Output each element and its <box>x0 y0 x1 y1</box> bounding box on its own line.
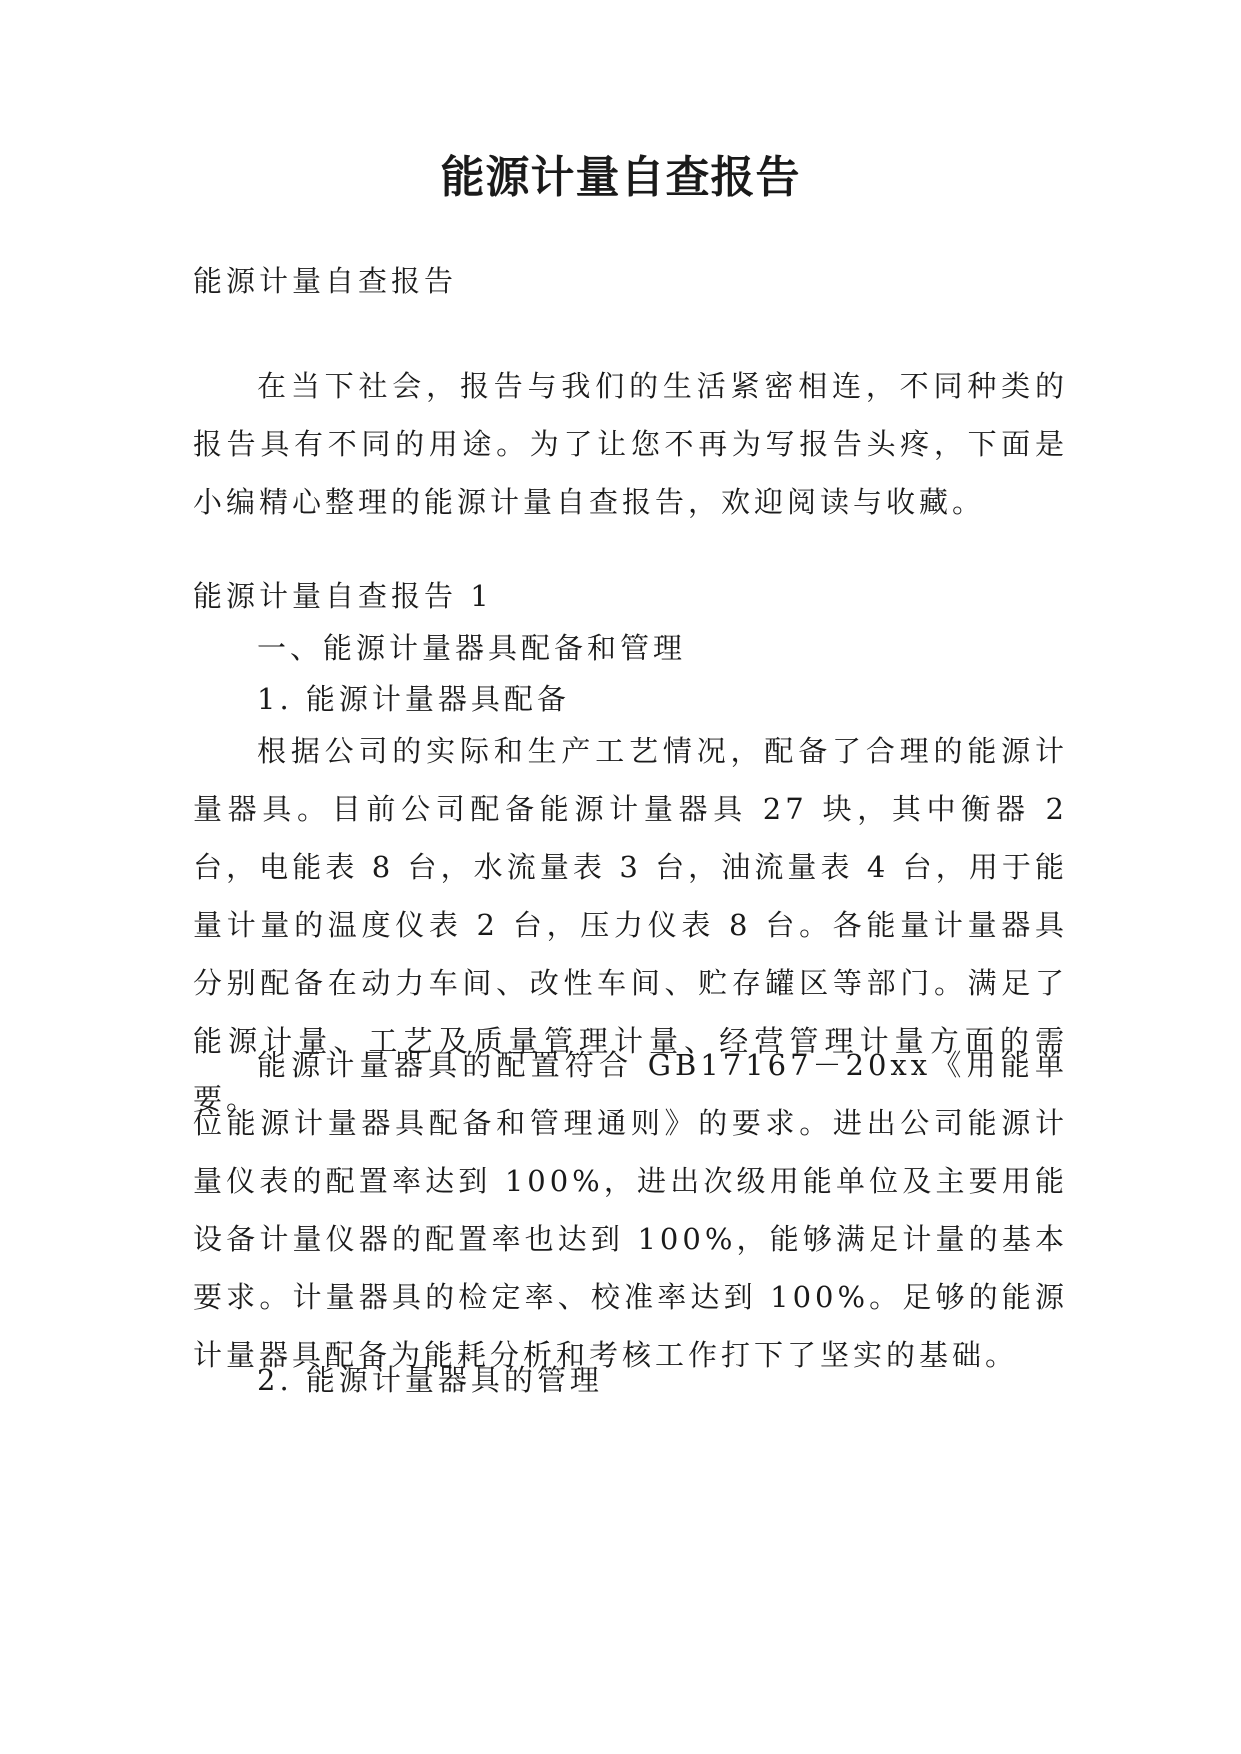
paragraph-1: 根据公司的实际和生产工艺情况，配备了合理的能源计量器具。目前公司配备能源计量器具 27 块，其中衡器 2 台，电能表 8 台，水流量表 3 台，油流量表 4 台，用于能量计量的温度仪表 2 台，压力仪表 8 台。各能量计量器具分别配备在动力车间、改性车间、贮存罐区等部门。满足了能源计量、工艺及质量管理计量、经营管理计量方面的需要。 <box>193 734 1068 1116</box>
paragraph-2: 能源计量器具的配置符合 GB17167－20xx《用能单位能源计量器具配备和管理通则》的要求。进出公司能源计量仪表的配置率达到 100%，进出次级用能单位及主要用能设备计量仪器的配置率也达到 100%，能够满足计量的基本要求。计量器具的检定率、校准率达到 100%。足够的能源计量器具配备为能耗分析和考核工作打下了坚实的基础。 <box>193 1048 1068 1372</box>
section-title: 能源计量自查报告 1 <box>193 579 493 613</box>
heading-1: 一、能源计量器具配备和管理 <box>257 631 687 665</box>
document-title: 能源计量自查报告 <box>440 152 801 203</box>
document-subtitle: 能源计量自查报告 <box>193 264 458 298</box>
heading-1-1: 1. 能源计量器具配备 <box>257 682 570 716</box>
intro-paragraph: 在当下社会，报告与我们的生活紧密相连，不同种类的报告具有不同的用途。为了让您不再为写报告头疼，下面是小编精心整理的能源计量自查报告，欢迎阅读与收藏。 <box>193 369 1068 519</box>
heading-1-2: 2. 能源计量器具的管理 <box>257 1363 603 1397</box>
